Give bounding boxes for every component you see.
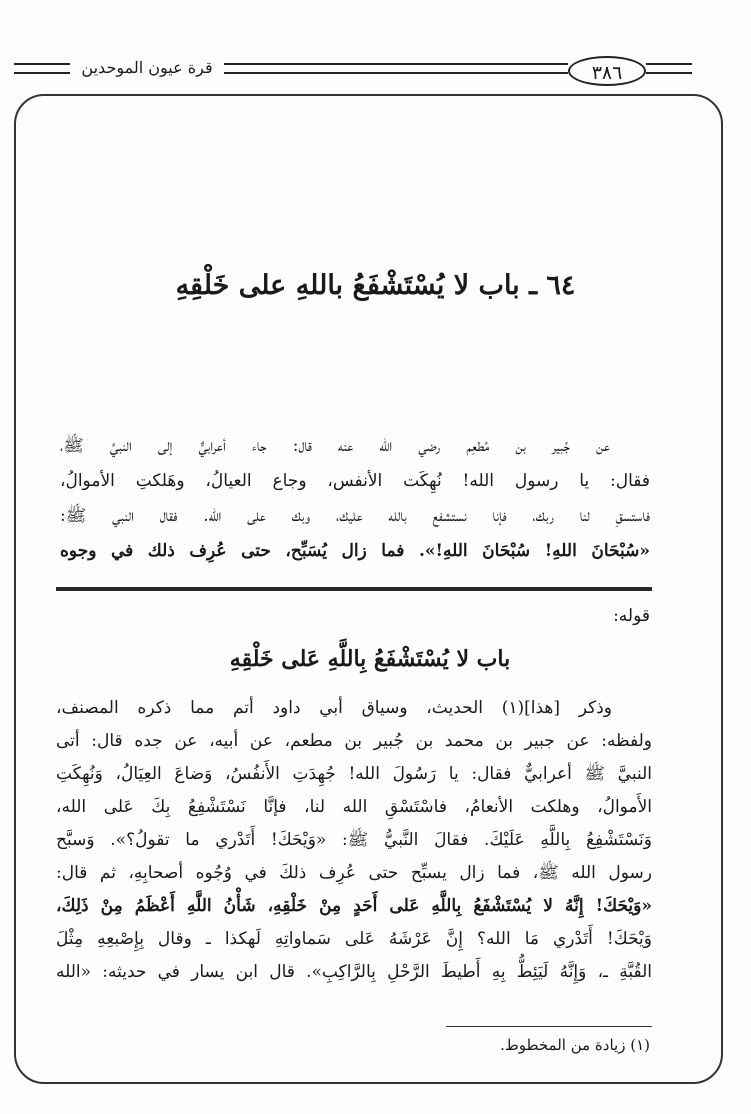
chapter-title: ٦٤ ـ باب لا يُسْتَشْفَعُ باللهِ على خَلْقِهِ [175,270,576,301]
commentary-line: وذكر [هذا](١) الحديث، وسياق أبي داود أتم مما ذكره المصنف، [56,698,612,718]
commentary-line: رسول الله ﷺ، فما زال يسبِّح حتى عُرِف ذلكَ في وُجُوه أصحابِهِ، ثم قال: [56,863,652,883]
commentary-heading: باب لا يُسْتَشْفَعُ بِاللَّهِ عَلى خَلْقِهِ [229,646,511,672]
commentary-intro: قوله: [613,606,650,626]
hadith-text [60,429,650,569]
commentary-text [56,692,652,989]
commentary-line: الأَموالُ، وهلكت الأنعامُ، فاسْتَسْقِ الله لنا، فإنَّا نَسْتَشْفِعُ بِكَ عَلى الله، [56,797,652,817]
commentary-line: النبيَّ ﷺ أعرابيٌّ فقال: يا رَسُولَ الله! جُهِدَتِ الأَنفُسُ، وَضاعَ العِيَالُ، وَنُهِكَتِ [56,764,652,784]
hadith-line: عن جُبير بن مُطعِم رضي الله عنه قال: جاء أعرابيٌّ إلى النبيِّ ﷺ، [60,436,610,456]
commentary-line: وَيْحَكَ! أَتَدْري مَا الله؟ إِنَّ عَرْشَهُ عَلى سَماواتِهِ لَهكذا ـ وقال بِإِصْبعِهِ مِثْلَ [56,929,652,949]
commentary-line: ولفظه: عن جبير بن محمد بن جُبير بن مطعم، عن أبيه، عن جده قال: أتى [56,731,652,751]
footnote: (١) زيادة من المخطوط. [500,1036,650,1054]
hadith-line: فقال: يا رسول الله! نُهِكَت الأنفس، وجاع العيالُ، وهَلكتِ الأموالُ، [60,471,650,491]
footnote-rule [446,1026,652,1027]
commentary-line: القُبَّةِ ـ، وَإِنَّهُ لَيَئِطُّ بِهِ أَطيطَ الرَّحْلِ بِالرَّاكِبِ». قال ابن يسار في حديثه: «الله [56,962,652,982]
section-divider [56,587,652,591]
header-rule-right [646,63,692,74]
commentary-line: «وَيْحَكَ! إِنَّهُ لا يُسْتَشْفَعُ بِاللَّهِ عَلى أَحَدٍ مِنْ خَلْقِهِ، شَأْنُ اللَّهِ أَعْظَمُ مِنْ ذَلِكَ، [56,896,652,916]
commentary-line: وَنَسْتَشْفِعُ بِاللَّهِ عَلَيْكَ. فقالَ النَّبيُّ ﷺ: «وَيْحَكَ! أَتَدْري ما تقولُ؟». وَسبَّح [56,830,652,850]
header-rule-middle [224,63,568,74]
book-title: قرة عيون الموحدين [81,58,213,77]
page-number: ٣٨٦ [568,56,646,86]
hadith-line: فاستسقِ لنا ربك، فإنا نستشفع بالله عليك، وبك على الله. فقال النبي ﷺ: [60,506,650,526]
header-rule-left [14,63,70,74]
hadith-line: «سُبْحَانَ اللهِ! سُبْحَانَ اللهِ!». فما زال يُسَبِّح، حتى عُرِف ذلك في وجوه [60,541,650,561]
